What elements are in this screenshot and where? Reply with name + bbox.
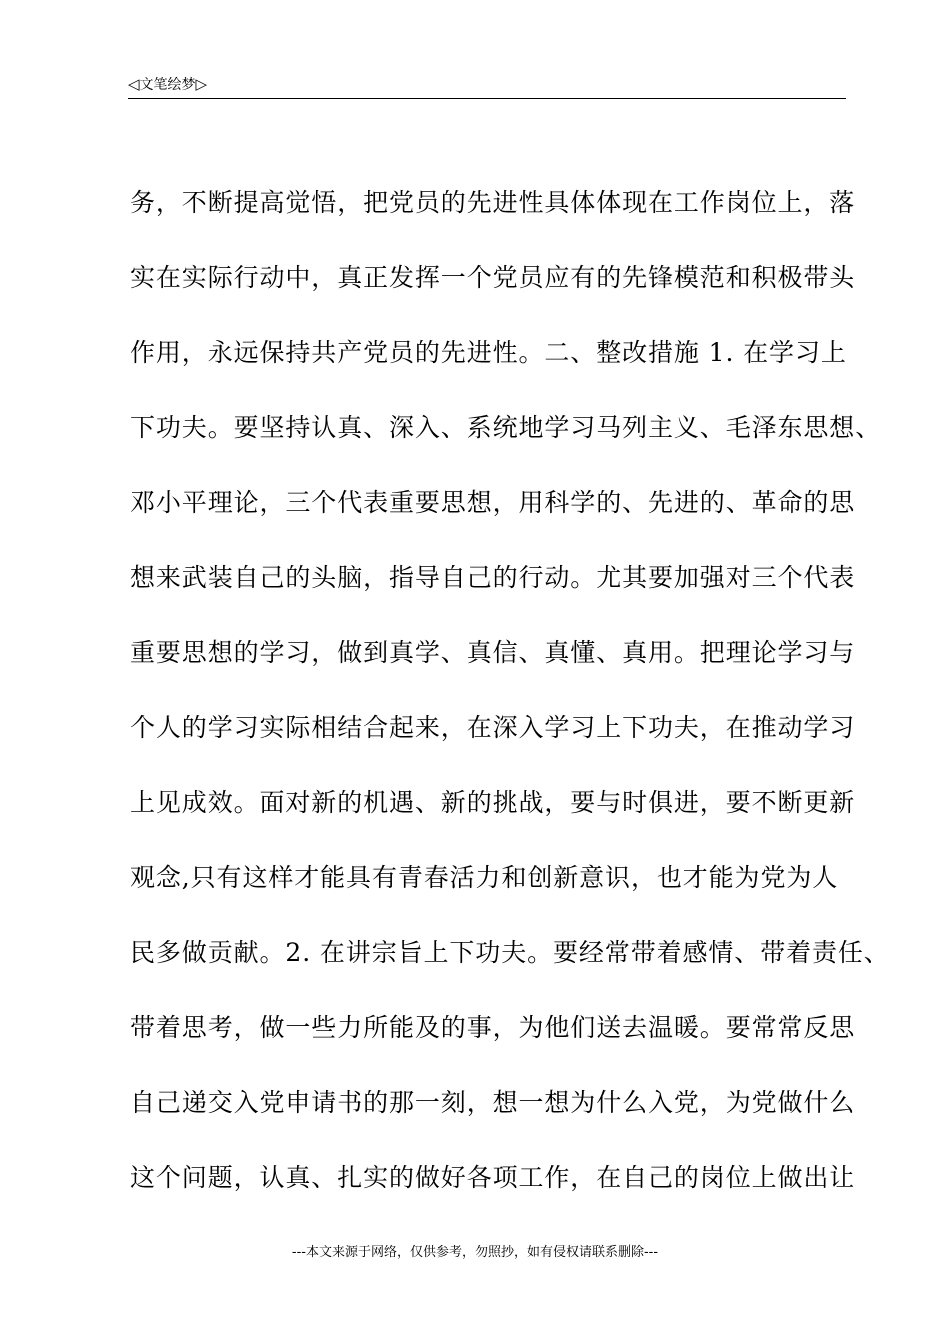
body-line-7: 重要思想的学习，做到真学、真信、真懂、真用。把理论学习与 — [130, 638, 856, 667]
header-title-group — [128, 76, 207, 93]
body-line-10: 观念,只有这样才能具有青春活力和创新意识，也才能为党为人 — [130, 863, 839, 892]
body-line-4: 下功夫。要坚持认真、深入、系统地学习马列主义、毛泽东思想、 — [130, 413, 882, 442]
header-right-triangle-icon: ▷ — [195, 75, 208, 93]
body-line-5: 邓小平理论，三个代表重要思想，用科学的、先进的、革命的思 — [130, 488, 856, 517]
body-line-9: 上见成效。面对新的机遇、新的挑战，要与时俱进，要不断更新 — [130, 788, 856, 817]
body-line-12: 带着思考，做一些力所能及的事，为他们送去温暖。要常常反思 — [130, 1013, 856, 1042]
body-line-2: 实在实际行动中，真正发挥一个党员应有的先锋模范和积极带头 — [130, 263, 856, 292]
header-title: 文笔绘梦 — [139, 77, 196, 93]
body-line-14: 这个问题，认真、扎实的做好各项工作，在自己的岗位上做出让 — [130, 1163, 856, 1192]
body-line-8: 个人的学习实际相结合起来，在深入学习上下功夫，在推动学习 — [130, 713, 856, 742]
page-header — [128, 74, 846, 99]
header-left-triangle-icon: ◁ — [128, 75, 140, 93]
body-line-11: 民多做贡献。2. 在讲宗旨上下功夫。要经常带着感情、带着责任、 — [130, 938, 890, 967]
page-footer-disclaimer: ---本文来源于网络，仅供参考，勿照抄，如有侵权请联系删除--- — [291, 1245, 659, 1260]
body-line-6: 想来武装自己的头脑，指导自己的行动。尤其要加强对三个代表 — [130, 563, 856, 592]
body-line-3: 作用，永远保持共产党员的先进性。二、整改措施 1. 在学习上 — [130, 338, 847, 367]
body-line-13: 自己递交入党申请书的那一刻，想一想为什么入党，为党做什么 — [130, 1088, 856, 1117]
document-body — [130, 178, 890, 1228]
body-line-1: 务，不断提高觉悟，把党员的先进性具体体现在工作岗位上，落 — [130, 188, 856, 217]
